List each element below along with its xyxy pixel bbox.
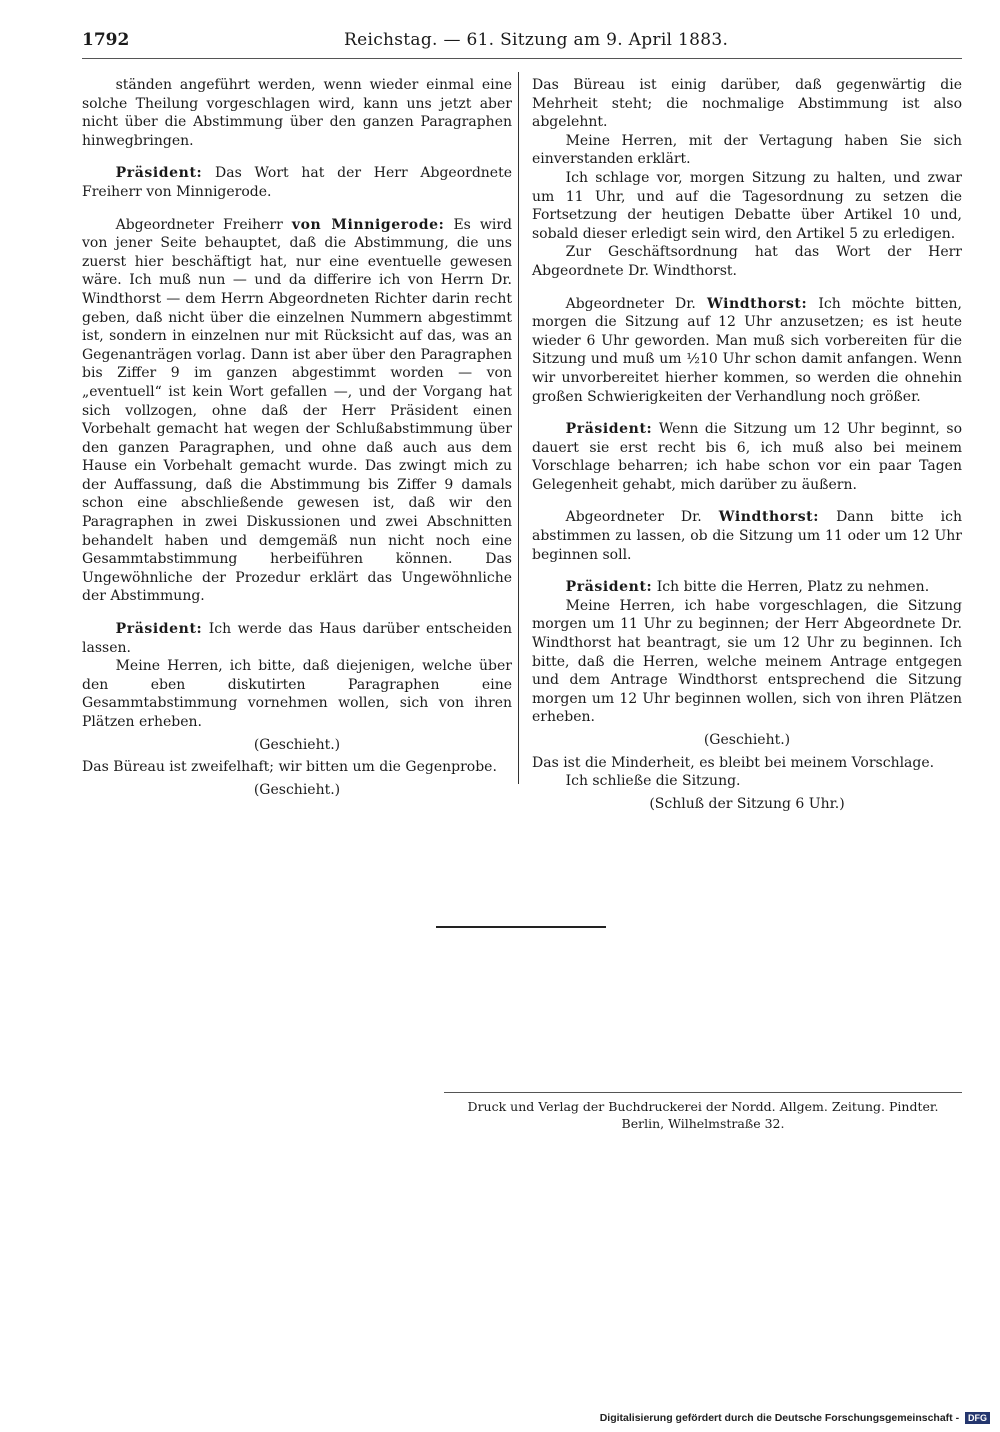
stage-direction: (Geschieht.): [703, 732, 791, 748]
imprint: [444, 1098, 962, 1132]
speech-paragraph: [532, 578, 962, 597]
header-rule: [82, 58, 962, 59]
speech-text: Wenn die Sitzung um 12 Uhr beginnt, so dauert sie erst recht bis 6, ich muß also bei meinem Vorschlage beharren; ich habe schon vor ein paar Tagen Gelegenheit gehabt, mich darüber zu äußern.: [532, 421, 963, 493]
speaker-name: Präsident:: [565, 579, 653, 596]
speaker-prefix: Abgeordneter Dr.: [565, 509, 702, 526]
body-paragraph: ständen angeführt werden, wenn wieder einmal eine solche Theilung vorgeschlagen wird, kann uns jetzt aber nicht über die Abstimmung über den ganzen Paragraphen hinwegbringen.: [82, 77, 512, 149]
speech-text: Ich werde das Haus darüber entscheiden lassen.: [82, 621, 512, 656]
body-paragraph: Ich schlage vor, morgen Sitzung zu halten, und zwar um 11 Uhr, und auf die Tagesordnung zu setzen die Fortsetzung der heutigen Debatte über Artikel 10 und, sobald dieser erledigt sein wird, den Artikel 5 zu erledigen.: [532, 169, 962, 242]
body-paragraph: Meine Herren, ich habe vorgeschlagen, die Sitzung morgen um 11 Uhr zu beginnen; der Herr Abgeordnete Dr. Windthorst hat beantragt, sie um 12 Uhr zu beginnen. Ich bitte, daß die Herren, welche meinem Antrage entgegen und dem Antrage Windthorst entsprechend die Sitzung morgen um 12 Uhr beginnen wollen, sich von ihren Plätzen erheben.: [532, 597, 962, 726]
speaker-name: Windthorst:: [718, 509, 820, 526]
speech-text: Das Wort hat der Herr Abgeordnete Freiherr von Minnigerode.: [82, 165, 512, 200]
left-column: [82, 76, 512, 803]
body-paragraph: Meine Herren, mit der Vertagung haben Sie sich einverstanden erklärt.: [532, 132, 962, 168]
body-paragraph: Zur Geschäftsordnung hat das Wort der Herr Abgeordnete Dr. Windthorst.: [532, 244, 962, 279]
speech-text: Dann bitte ich abstimmen zu lassen, ob die Sitzung um 11 oder um 12 Uhr beginnen soll.: [532, 509, 963, 563]
stage-direction: (Geschieht.): [253, 781, 341, 798]
stage-direction: (Geschieht.): [253, 736, 341, 753]
speech-paragraph: [82, 216, 512, 606]
dfg-logo: DFG: [965, 1412, 990, 1424]
column-divider: [518, 72, 519, 784]
end-rule: [436, 926, 606, 928]
page-header: [82, 30, 962, 54]
stage-direction: (Schluß der Sitzung 6 Uhr.): [649, 795, 845, 812]
speech-paragraph: [82, 620, 512, 657]
funding-text: Digitalisierung gefördert durch die Deutsche Forschungsgemeinschaft -: [599, 1412, 960, 1424]
speaker-prefix: Abgeordneter Freiherr: [115, 216, 283, 233]
speaker-name: Präsident:: [115, 621, 203, 638]
imprint-publisher: Druck und Verlag der Buchdruckerei der Nordd. Allgem. Zeitung. Pindter.: [467, 1099, 939, 1114]
speaker-name: Präsident:: [565, 421, 653, 438]
right-column: [532, 76, 962, 817]
funding-note: [600, 1412, 990, 1424]
body-paragraph: Meine Herren, ich bitte, daß diejenigen, welche über den eben diskutirten Paragraphen eine Gesammtabstimmung vornehmen wollen, sich von ihren Plätzen erheben.: [82, 658, 512, 730]
body-paragraph: Ich schließe die Sitzung.: [565, 773, 741, 790]
body-paragraph: Das Büreau ist zweifelhaft; wir bitten um die Gegenprobe.: [82, 759, 497, 776]
running-title: Reichstag. — 61. Sitzung am 9. April 1883.: [344, 30, 729, 50]
speech-text: Es wird von jener Seite behauptet, daß die Abstimmung, die uns zuerst hier beschäftigt hat, nur eine eventuelle gewesen wäre. Ich muß nun — und da differire ich von Herrn Dr. Windthorst — dem Herrn Abgeordneten Richter darin recht geben, daß nicht über die einzelnen Nummern abgestimmt ist, sondern in einzelnen nur mit Rücksicht auf das, was an Gegenanträgen vorlag. Dann ist aber über den Paragraphen bis Ziffer 9 im ganzen abgestimmt worden — von „eventuell“ ist kein Wort gefallen —, und der Vorgang hat sich vollzogen, ohne daß der Herr Präsident einen Vorbehalt gemacht hat wegen der Schlußabstimmung über den ganzen Paragraphen, und ohne daß auch aus dem Hause ein Vorbehalt gemacht wurde. Das zwingt mich zu der Auffassung, daß die Abstimmung bis Ziffer 9 damals schon eine abschließende gewesen ist, daß wir den Paragraphen in zwei Diskussionen und zwei Abschnitten behandelt haben und demgemäß nun nicht noch eine Gesammtabstimmung herbeiführen können. Das Ungewöhnliche der Prozedur erklärt das Ungewöhnliche der Abstimmung.: [82, 216, 513, 605]
speech-text: Ich bitte die Herren, Platz zu nehmen.: [656, 579, 930, 596]
speech-paragraph: [82, 164, 512, 201]
speaker-name: Windthorst:: [707, 295, 808, 312]
speech-paragraph: [532, 508, 962, 564]
speaker-name: Präsident:: [115, 165, 203, 182]
speech-paragraph: [532, 420, 962, 494]
speaker-name: von Minnigerode:: [291, 216, 445, 233]
imprint-address: Berlin, Wilhelmstraße 32.: [621, 1116, 785, 1131]
body-paragraph: Das Büreau ist einig darüber, daß gegenwärtig die Mehrheit steht; die nochmalige Abstimmung ist also abgelehnt.: [532, 77, 962, 131]
speech-text: Ich möchte bitten, morgen die Sitzung auf 12 Uhr anzusetzen; es ist heute wieder 6 Uhr geworden. Man muß sich vorbereiten für die Sitzung und muß um ½10 Uhr schon damit anfangen. Wenn wir unvorbereitet hierher kommen, so werden die ohnehin großen Schwierigkeiten der Verhandlung noch größer.: [532, 295, 962, 405]
body-paragraph: Das ist die Minderheit, es bleibt bei meinem Vorschlage.: [532, 754, 935, 771]
imprint-rule: [444, 1092, 962, 1093]
speaker-prefix: Abgeordneter Dr.: [565, 295, 696, 312]
speech-paragraph: [532, 295, 962, 407]
page-number: 1792: [82, 30, 130, 50]
